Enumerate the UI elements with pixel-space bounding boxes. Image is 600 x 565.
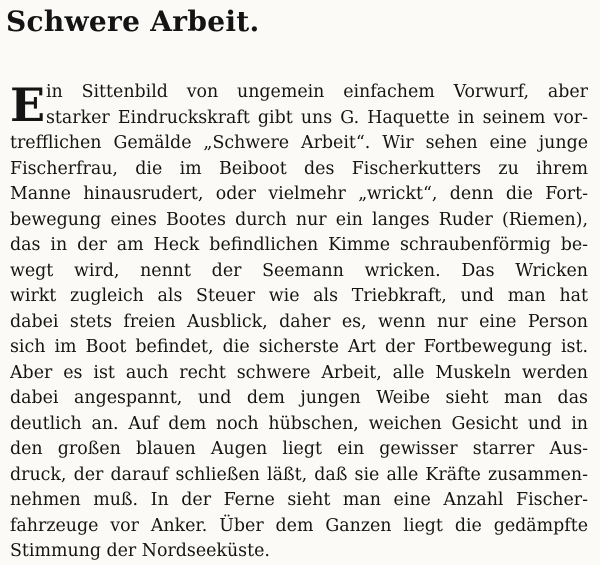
text-line-14: deutlich an. Auf dem noch hübschen, weichen Gesicht und in — [10, 413, 588, 434]
text-line-12: Aber es ist auch recht schwere Arbeit, alle Muskeln werden — [10, 362, 588, 383]
article-title: Schwere Arbeit. — [6, 5, 260, 38]
text-line-10: dabei stets freien Ausblick, daher es, wenn nur eine Person — [10, 311, 588, 332]
text-line-5: Manne hinausrudert, oder vielmehr „wrickt“, denn die Fort- — [10, 184, 588, 204]
text-line-17: nehmen muß. In der Ferne sieht man eine Anzahl Fischer- — [10, 490, 588, 510]
text-line-3: trefflichen Gemälde „Schwere Arbeit“. Wir sehen eine junge — [10, 133, 588, 153]
text-line-6: bewegung eines Bootes durch nur ein langes Ruder (Riemen), — [10, 209, 588, 230]
drop-cap: E — [10, 78, 46, 132]
text-line-2: starker Eindruckskraft gibt uns G. Haquette in seinem vor- — [46, 107, 588, 128]
article-body — [10, 80, 588, 565]
text-line-4: Fischerfrau, die im Beiboot des Fischerkutters zu ihrem — [10, 158, 588, 179]
text-line-18: fahrzeuge vor Anker. Über dem Ganzen liegt die gedämpfte — [10, 515, 588, 536]
text-line-1: in Sittenbild von ungemein einfachem Vorwurf, aber — [46, 82, 588, 102]
text-line-7: das in der am Heck befindlichen Kimme schraubenförmig be- — [10, 235, 588, 255]
text-line-16: druck, der darauf schließen läßt, daß sie alle Kräfte zusammen- — [10, 464, 588, 485]
text-line-15: den großen blauen Augen liegt ein gewisser starrer Aus- — [10, 439, 588, 459]
text-line-11: sich im Boot befindet, die sicherste Art der Fortbewegung ist. — [10, 337, 588, 357]
text-line-9: wirkt zugleich als Steuer wie als Triebkraft, und man hat — [10, 286, 588, 306]
text-line-19: Stimmung der Nordseeküste. — [10, 541, 270, 561]
text-line-13: dabei angespannt, und dem jungen Weibe sieht man das — [10, 388, 588, 408]
text-line-8: wegt wird, nennt der Seemann wricken. Das Wricken — [10, 260, 588, 281]
